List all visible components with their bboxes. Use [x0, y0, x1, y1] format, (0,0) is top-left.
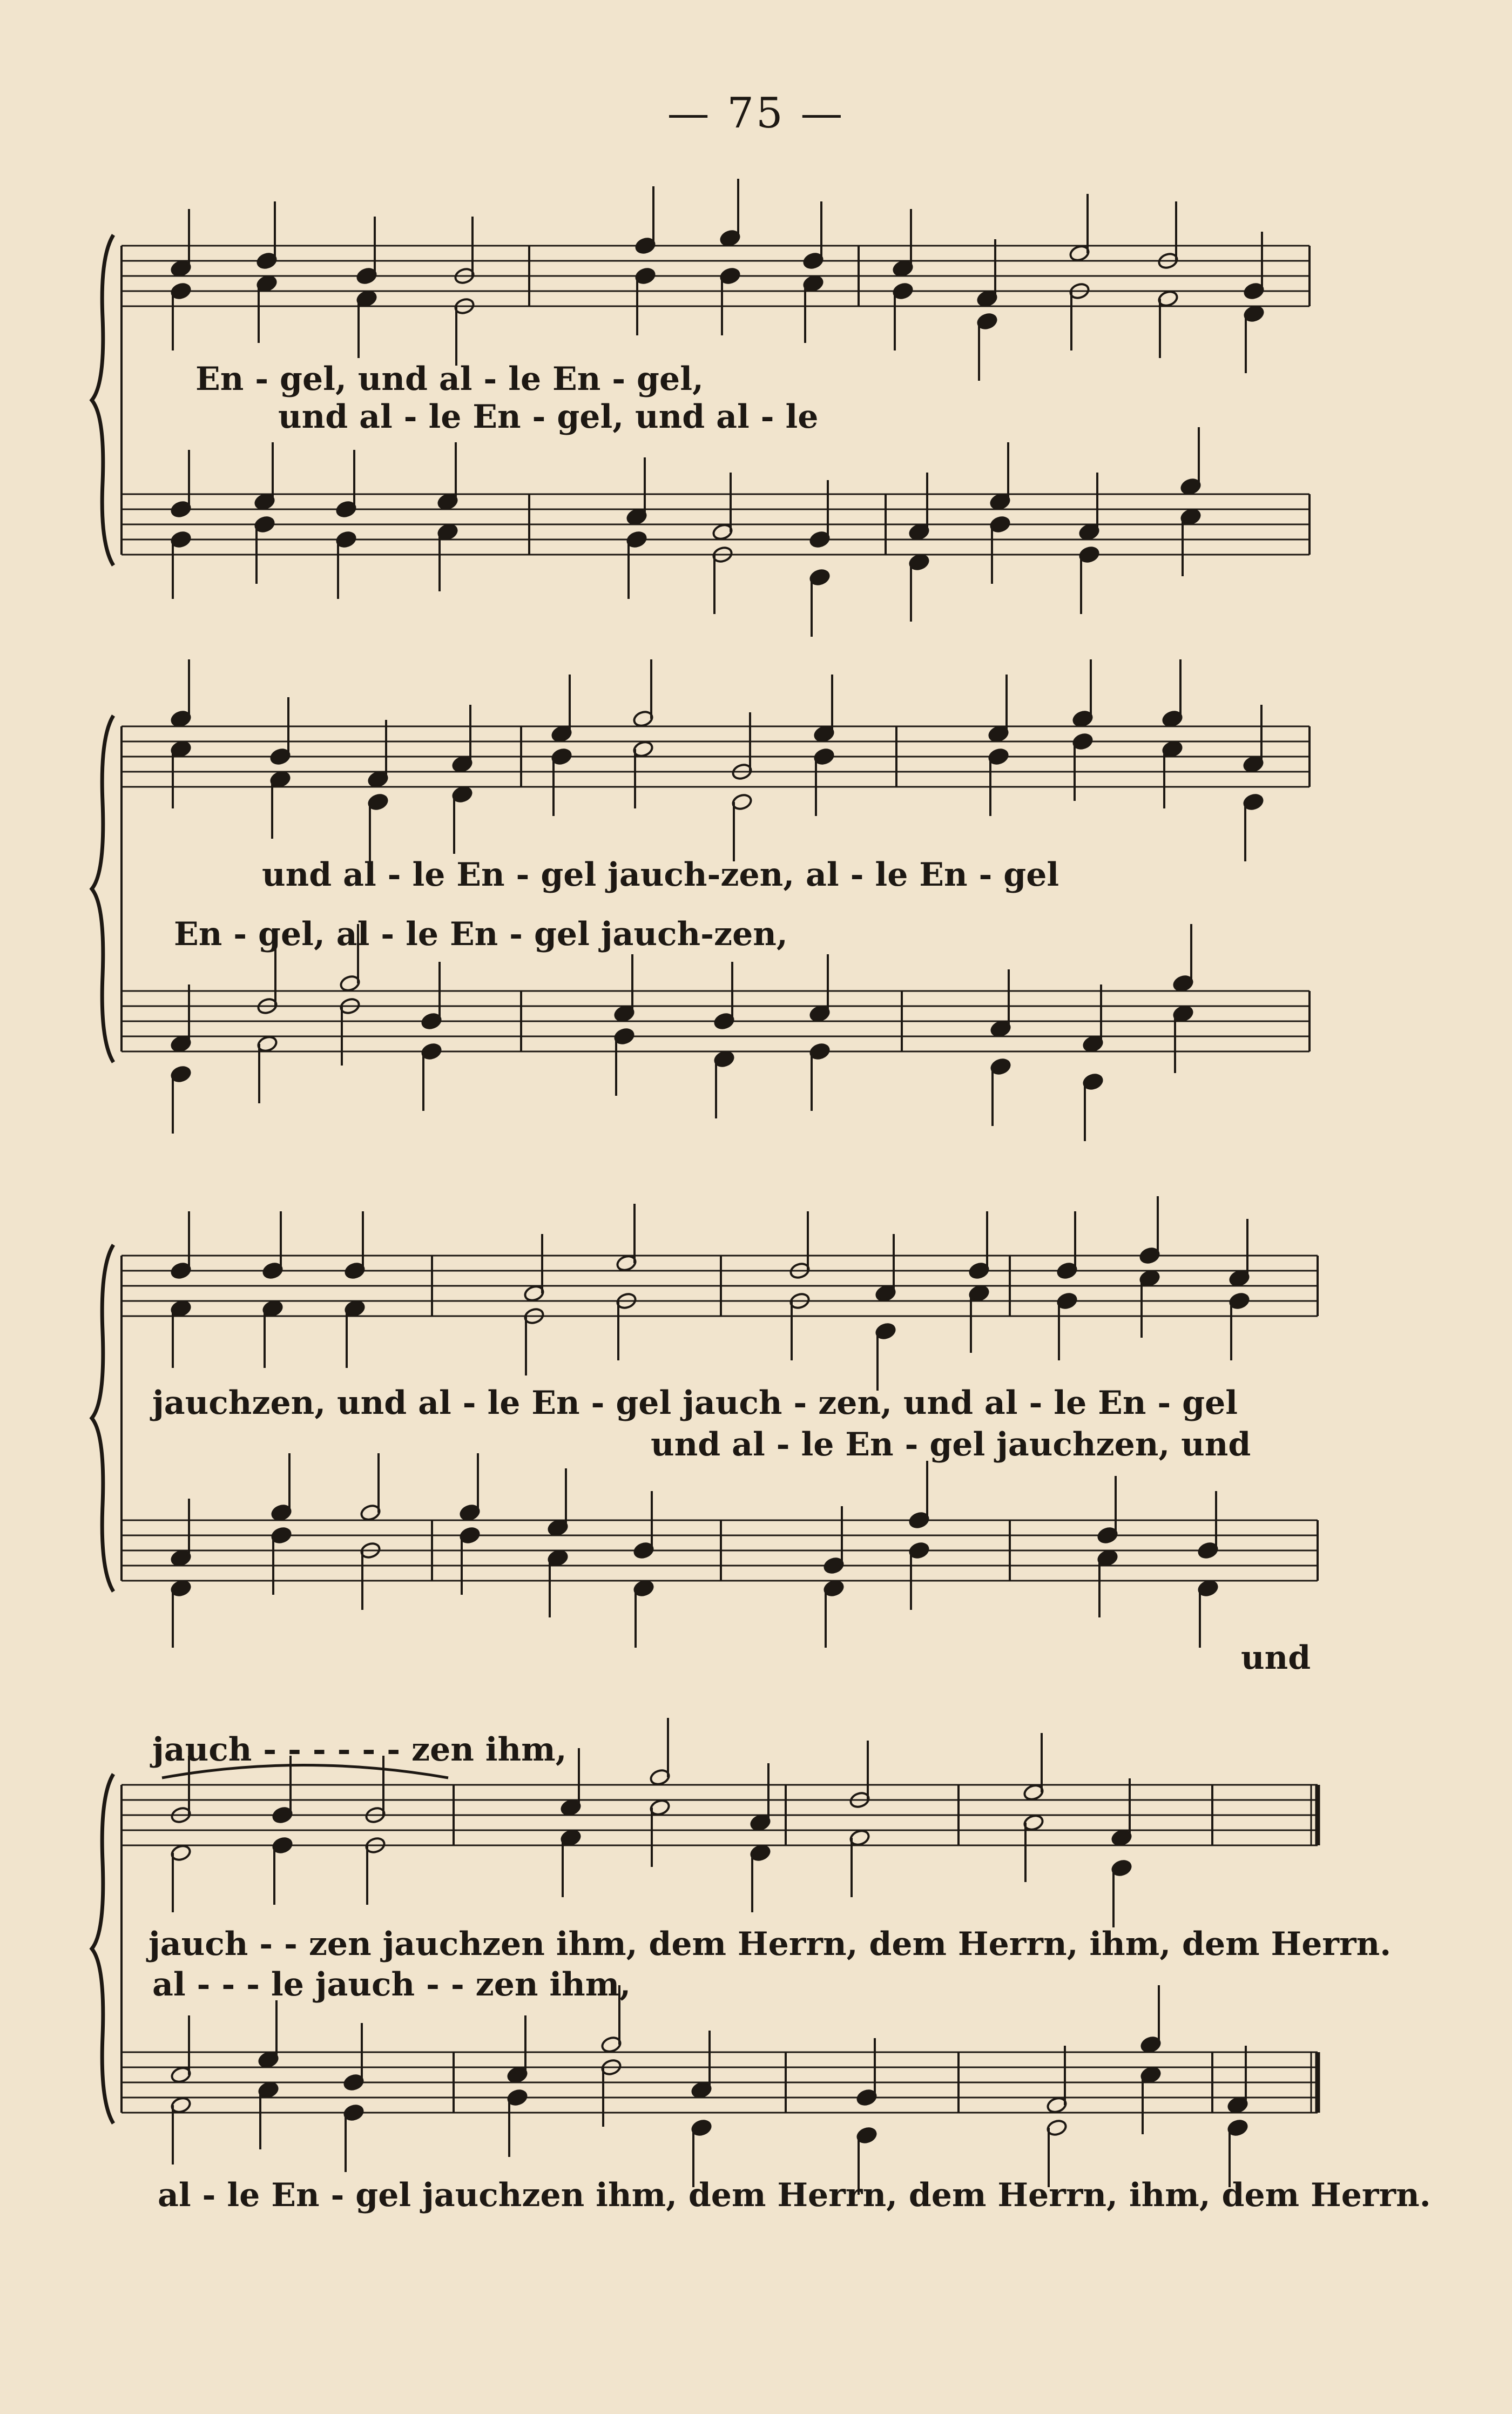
lyric-system1-upper-2: und al - le En - gel, und al - le: [278, 398, 819, 436]
system-brace-2: [92, 1245, 113, 1592]
lyric-system3-upper-2: und al - le En - gel jauchzen, und: [651, 1426, 1251, 1464]
system-brace-0: [92, 235, 113, 565]
lyric-system4-upper-1: jauch - - zen jauchzen ihm, dem Herrn, dem Herrn, ihm, dem Herrn.: [148, 1925, 1392, 1963]
lyric-system2-upper-2: En - gel, al - le En - gel jauch-zen,: [174, 915, 788, 953]
system-brace-1: [92, 716, 113, 1062]
lyric-system4-upper-2: al - - - le jauch - - zen ihm,: [152, 1966, 631, 2004]
lyric-system4-top: jauch - - - - - - zen ihm,: [152, 1731, 567, 1769]
system-brace-3: [92, 1774, 113, 2123]
lyric-system3-lower-1: und: [1241, 1639, 1311, 1677]
lyric-system1-upper-1: En - gel, und al - le En - gel,: [195, 360, 704, 398]
lyric-system3-upper-1: jauchzen, und al - le En - gel jauch - zen, und al - le En - gel: [152, 1384, 1238, 1422]
lyric-system2-upper-1: und al - le En - gel jauch-zen, al - le En - gel: [262, 856, 1059, 894]
page-number: — 75 —: [667, 89, 845, 138]
lyric-system4-lower-1: al - le En - gel jauchzen ihm, dem Herrn, dem Herrn, ihm, dem Herrn.: [158, 2176, 1431, 2214]
